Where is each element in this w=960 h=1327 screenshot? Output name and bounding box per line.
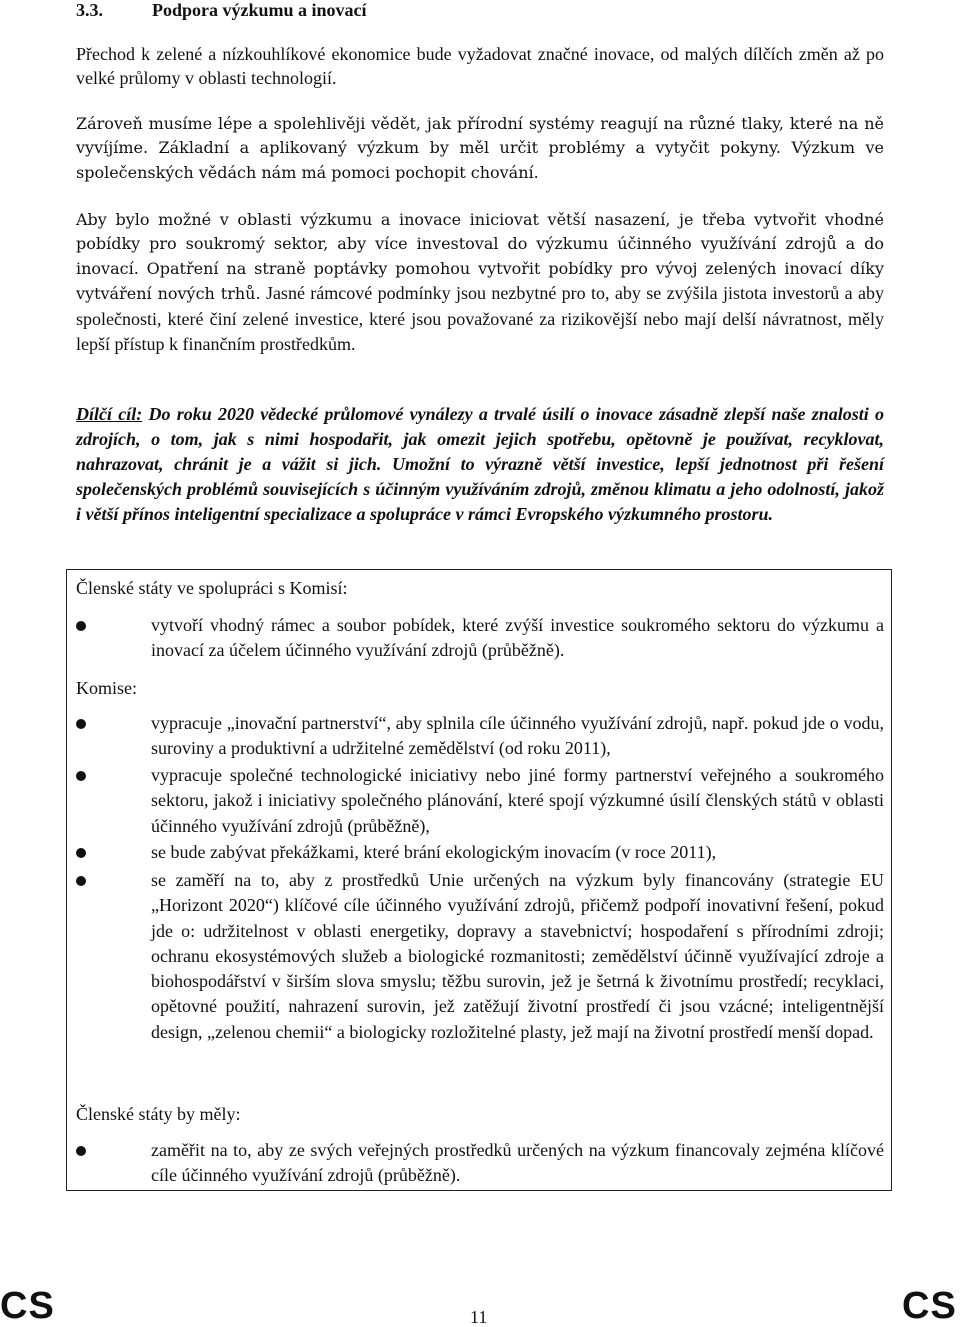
bullet-icon (76, 848, 86, 858)
paragraph-incentives-tail: Jasné rámcové podmínky jsou nezbytné pro to, aby se zvýšila jistota investorů a aby společnosti, které činí zelené investice, které jsou považované za rizikovější nebo mají delší návratnost, měly lepší přístup k finančním prostředkům. (76, 283, 884, 355)
bullet-icon (76, 719, 86, 729)
commission-item-2: vypracuje společné technologické iniciativy nebo jiné formy partnerství veřejného a soukromého sektoru, jakož i iniciativy společného plánování, které spojí výzkumné úsilí členských států v oblasti účinného využívání zdrojů (průběžně), (151, 765, 884, 836)
member-states-item-1: vytvoří vhodný rámec a soubor pobídek, které zvýší investice soukromého sektoru do výzkumu a inovací za účelem účinného využívání zdrojů (průběžně). (151, 615, 884, 661)
section-title: Podpora výzkumu a inovací (152, 0, 367, 20)
milestone-paragraph (76, 402, 884, 527)
milestone-label: Dílčí cíl: (76, 404, 143, 424)
bullet-icon (76, 1146, 86, 1156)
section-number: 3.3. (76, 0, 103, 20)
bullet-icon (76, 621, 86, 631)
footer-language-left: CS (0, 1285, 55, 1327)
bullet-icon (76, 771, 86, 781)
paragraph-incentives (76, 208, 884, 357)
member-states-should-item-1: zaměřit na to, aby ze svých veřejných prostředků určených na výzkum financovaly zejména klíčové cíle účinného využívání zdrojů (průběžně). (151, 1140, 884, 1186)
bullet-icon (76, 876, 86, 886)
footer-language-right: CS (902, 1285, 957, 1327)
page-number: 11 (470, 1307, 488, 1327)
paragraph-natural-systems: Zároveň musíme lépe a spolehlivěji vědět, jak přírodní systémy reagují na různé tlaky, které na ně vyvíjíme. Základní a aplikovaný výzkum by měl určit problémy a vytyčit pokyny. Výzkum ve společenských vědách nám má pomoci pochopit chování. (76, 114, 884, 182)
label-commission: Komise: (76, 678, 137, 698)
paragraph-intro: Přechod k zelené a nízkouhlíkové ekonomice bude vyžadovat značné inovace, od malých dílčích změn až po velké průlomy v oblasti technologií. (76, 44, 884, 89)
commission-item-4: se zaměří na to, aby z prostředků Unie určených na výzkum byly financovány (strategie EU „Horizont 2020“) klíčové cíle účinného využívání zdrojů, přičemž podpoří inovativní řešení, pokud jde o: udržitelnost v oblasti energetiky, dopravy a stavebnictví; hospodaření s přírodními zdroji; ochranu ekosystémových služeb a biologické rozmanitosti; zemědělství účinně využívající zdroje a biohospodářství v širším slova smyslu; těžbu surovin, jež je šetrná k životnímu prostředí; recyklaci, opětovné použití, nahrazení surovin, jež zatěžují životní prostředí či jsou vzácné; inteligentnější design, „zelenou chemii“ a biologicky rozložitelné plasty, jež mají na životní prostředí menší dopad. (151, 870, 884, 1042)
paragraph-incentives-main: Aby bylo možné v oblasti výzkumu a inovace iniciovat větší nasazení, je třeba vytvořit vhodné pobídky pro soukromý sektor, aby více investoval do výzkumu účinného využívání zdrojů a do inovací. Opatření na straně poptávky pomohou vytvořit pobídky pro vývoj zelených inovací díky vytváření nových trhů. (76, 210, 884, 304)
commission-item-3: se bude zabývat překážkami, které brání ekologickým inovacím (v roce 2011), (151, 842, 717, 862)
label-member-states-should: Členské státy by měly: (76, 1104, 241, 1124)
milestone-text: Do roku 2020 vědecké průlomové vynálezy a trvalé úsilí o inovace zásadně zlepší naše znalosti o zdrojích, o tom, jak s nimi hospodařit, jak omezit jejich spotřebu, opětovně je používat, recyklovat, nahrazovat, chránit je a vážit si jich. Umožní to výrazně větší investice, lepší jednotnost při řešení společenských problémů souvisejících s účinným využíváním zdrojů, změnou klimatu a jeho odolností, jakož i větší přínos inteligentní specializace a spolupráce v rámci Evropského výzkumného prostoru. (76, 404, 884, 524)
commission-item-1: vypracuje „inovační partnerství“, aby splnila cíle účinného využívání zdrojů, např. pokud jde o vodu, suroviny a produktivní a udržitelné zemědělství (od roku 2011), (151, 713, 884, 759)
label-member-states-with-commission: Členské státy ve spolupráci s Komisí: (76, 578, 348, 598)
